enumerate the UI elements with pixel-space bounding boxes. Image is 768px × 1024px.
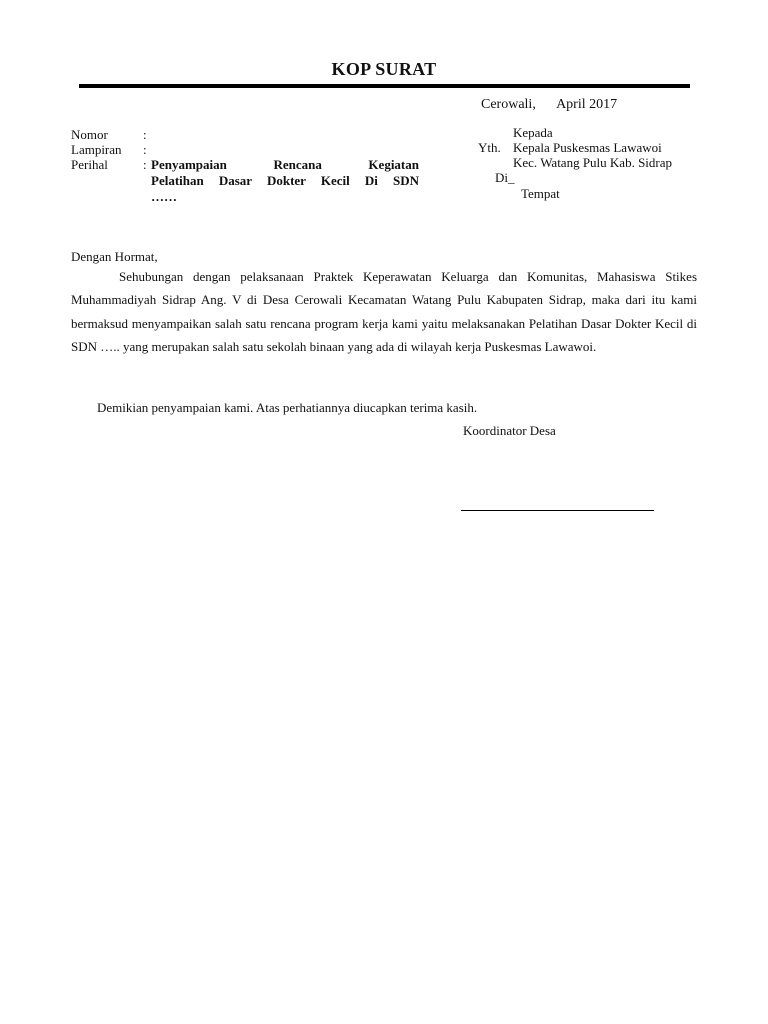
lampiran-colon: : xyxy=(143,142,147,157)
date-month-year: April 2017 xyxy=(556,97,618,112)
recipient-di: Di_ xyxy=(495,170,515,185)
recipient-yth: Yth. xyxy=(478,140,501,155)
letterhead-rule xyxy=(79,84,690,88)
letterhead-title: KOP SURAT xyxy=(331,59,437,79)
perihal-subject xyxy=(151,157,419,205)
perihal-line-2: Pelatihan Dasar Dokter Kecil Di SDN xyxy=(151,173,419,188)
nomor-label: Nomor xyxy=(71,127,108,142)
greeting: Dengan Hormat, xyxy=(71,249,158,264)
date-place: Cerowali, xyxy=(481,97,536,112)
recipient-line-1: Kepala Puskesmas Lawawoi xyxy=(513,140,662,155)
letter-date xyxy=(481,97,617,113)
nomor-colon: : xyxy=(143,127,147,142)
recipient-kepada: Kepada xyxy=(513,125,553,140)
recipient-tempat: Tempat xyxy=(521,186,560,201)
perihal-line-1: Penyampaian Rencana Kegiatan xyxy=(151,157,419,172)
closing-text: Demikian penyampaian kami. Atas perhatiannya diucapkan terima kasih. xyxy=(97,400,478,415)
signature-line xyxy=(461,510,654,511)
lampiran-label: Lampiran xyxy=(71,142,122,157)
perihal-line-3: …… xyxy=(151,189,177,204)
perihal-label: Perihal xyxy=(71,157,108,172)
body-paragraph: Sehubungan dengan pelaksanaan Praktek Keperawatan Keluarga dan Komunitas, Mahasiswa Stikes Muhammadiyah Sidrap Ang. V di Desa Cerowali Kecamatan Watang Pulu Kabupaten Sidrap, maka dari itu kami bermaksud menyampaikan salah satu rencana program kerja kami yaitu melaksanakan Pelatihan Dasar Dokter Kecil di SDN ….. yang merupakan salah satu sekolah binaan yang ada di wilayah kerja Puskesmas Lawawoi. xyxy=(71,269,697,354)
signature-title: Koordinator Desa xyxy=(463,423,556,438)
recipient-line-2: Kec. Watang Pulu Kab. Sidrap xyxy=(513,155,673,170)
perihal-colon: : xyxy=(143,157,147,172)
